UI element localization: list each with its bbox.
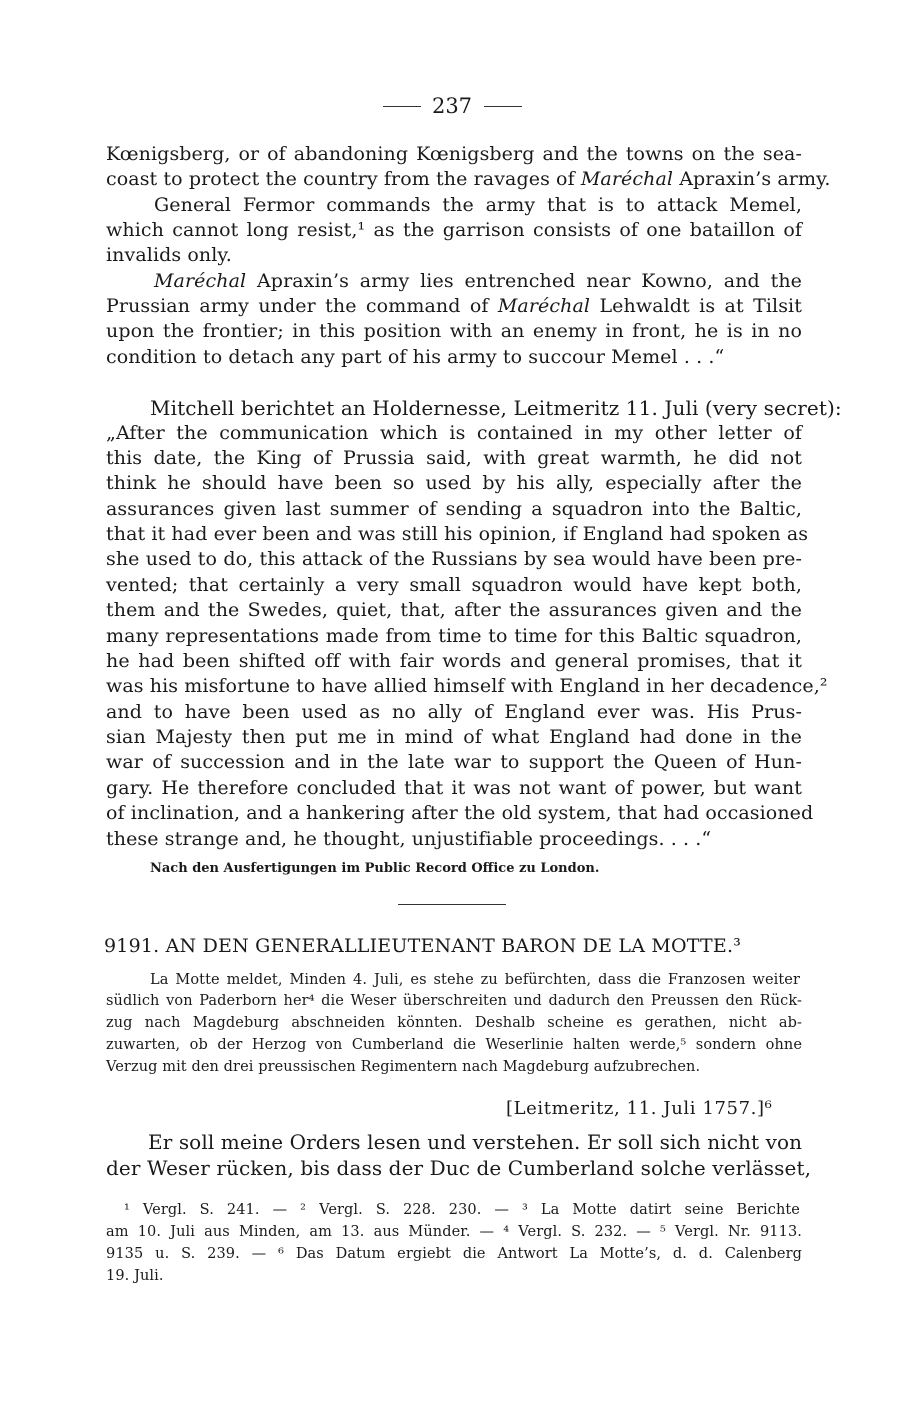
text-line: think he should have been so used by his ally, especially after the <box>106 472 802 494</box>
summary-line: La Motte meldet, Minden 4. Juli, es stehe zu befürchten, dass die Franzosen weiter <box>150 972 800 988</box>
text-line: gary. He therefore concluded that it was not want of power, but want <box>106 777 802 799</box>
text-line: and to have been used as no ally of England ever was. His Prus- <box>106 701 802 723</box>
text-line: coast to protect the country from the ravages of Maréchal Apraxin’s army. <box>106 168 831 190</box>
text-line: she used to do, this attack of the Russians by sea would have been pre- <box>106 548 802 570</box>
italic-title: Maréchal <box>580 168 674 190</box>
italic-title: Maréchal <box>497 295 591 317</box>
text-line: Kœnigsberg, or of abandoning Kœnigsberg and the towns on the sea- <box>106 143 802 165</box>
section-divider <box>398 904 506 905</box>
italic-title: Maréchal <box>154 270 247 292</box>
summary-line: zuwarten, ob der Herzog von Cumberland die Weserlinie halten werde,⁵ sondern ohne <box>106 1037 802 1053</box>
text-line: he had been shifted off with fair words and general promises, that it <box>106 650 802 672</box>
text-line: sian Majesty then put me in mind of what England had done in the <box>106 726 802 748</box>
summary-line: südlich von Paderborn her⁴ die Weser überschreiten und dadurch den Preussen den Rück- <box>106 993 802 1009</box>
section-heading: 9191. AN DEN GENERALLIEUTENANT BARON DE LA MOTTE.³ <box>104 935 742 957</box>
text-line: invalids only. <box>106 244 232 266</box>
source-note: Nach den Ausfertigungen im Public Record Office zu London. <box>150 861 600 876</box>
text-line: General Fermor commands the army that is to attack Memel, <box>154 194 802 216</box>
page-number: 237 <box>431 94 473 118</box>
text-line: them and the Swedes, quiet, that, after the assurances given and the <box>106 599 802 621</box>
summary-line: zug nach Magdeburg abschneiden könnten. Deshalb scheine es gerathen, nicht ab- <box>106 1015 802 1031</box>
text-line: which cannot long resist,¹ as the garrison consists of one bataillon of <box>106 219 802 241</box>
text-line: der Weser rücken, bis dass der Duc de Cumberland solche verlässet, <box>106 1156 812 1180</box>
text-line: assurances given last summer of sending a squadron into the Baltic, <box>106 498 802 520</box>
text-line: Mitchell berichtet an Holdernesse, Leitmeritz 11. Juli (very secret): <box>150 396 842 420</box>
footnote-line: 9135 u. S. 239. — ⁶ Das Datum ergiebt die Antwort La Motte’s, d. d. Calenberg <box>106 1246 802 1262</box>
header-rule-right <box>484 106 522 107</box>
dateline: [Leitmeritz, 11. Juli 1757.]⁶ <box>506 1098 773 1119</box>
text-line: of inclination, and a hankering after the old system, that had occasioned <box>106 802 814 824</box>
text-line: Maréchal Apraxin’s army lies entrenched near Kowno, and the <box>154 270 802 292</box>
text-line: condition to detach any part of his army to succour Memel . . .“ <box>106 346 725 368</box>
text-line: these strange and, he thought, unjustifiable proceedings. . . .“ <box>106 828 712 850</box>
text-line: upon the frontier; in this position with an enemy in front, he is in no <box>106 320 802 342</box>
text-line: that it had ever been and was still his opinion, if England had spoken as <box>106 523 809 545</box>
text-line: vented; that certainly a very small squadron would have kept both, <box>106 574 802 596</box>
summary-line: Verzug mit den drei preussischen Regimentern nach Magdeburg aufzubrechen. <box>106 1059 701 1075</box>
text-line: this date, the King of Prussia said, with great warmth, he did not <box>106 447 802 469</box>
footnote-line: am 10. Juli aus Minden, am 13. aus Münder. — ⁴ Vergl. S. 232. — ⁵ Vergl. Nr. 9113. <box>106 1224 802 1240</box>
text-line: „After the communication which is contained in my other letter of <box>106 422 802 444</box>
text-line: Prussian army under the command of Maréchal Lehwaldt is at Tilsit <box>106 295 802 317</box>
text-line: was his misfortune to have allied himself with England in her decadence,² <box>106 675 828 697</box>
text-line: war of succession and in the late war to support the Queen of Hun- <box>106 751 802 773</box>
header-rule-left <box>383 106 421 107</box>
footnote-line: 19. Juli. <box>106 1268 164 1284</box>
text-line: many representations made from time to time for this Baltic squadron, <box>106 625 802 647</box>
footnote-line: ¹ Vergl. S. 241. — ² Vergl. S. 228. 230. — ³ La Motte datirt seine Berichte <box>124 1202 800 1218</box>
text-line: Er soll meine Orders lesen und verstehen. Er soll sich nicht von <box>148 1130 803 1154</box>
